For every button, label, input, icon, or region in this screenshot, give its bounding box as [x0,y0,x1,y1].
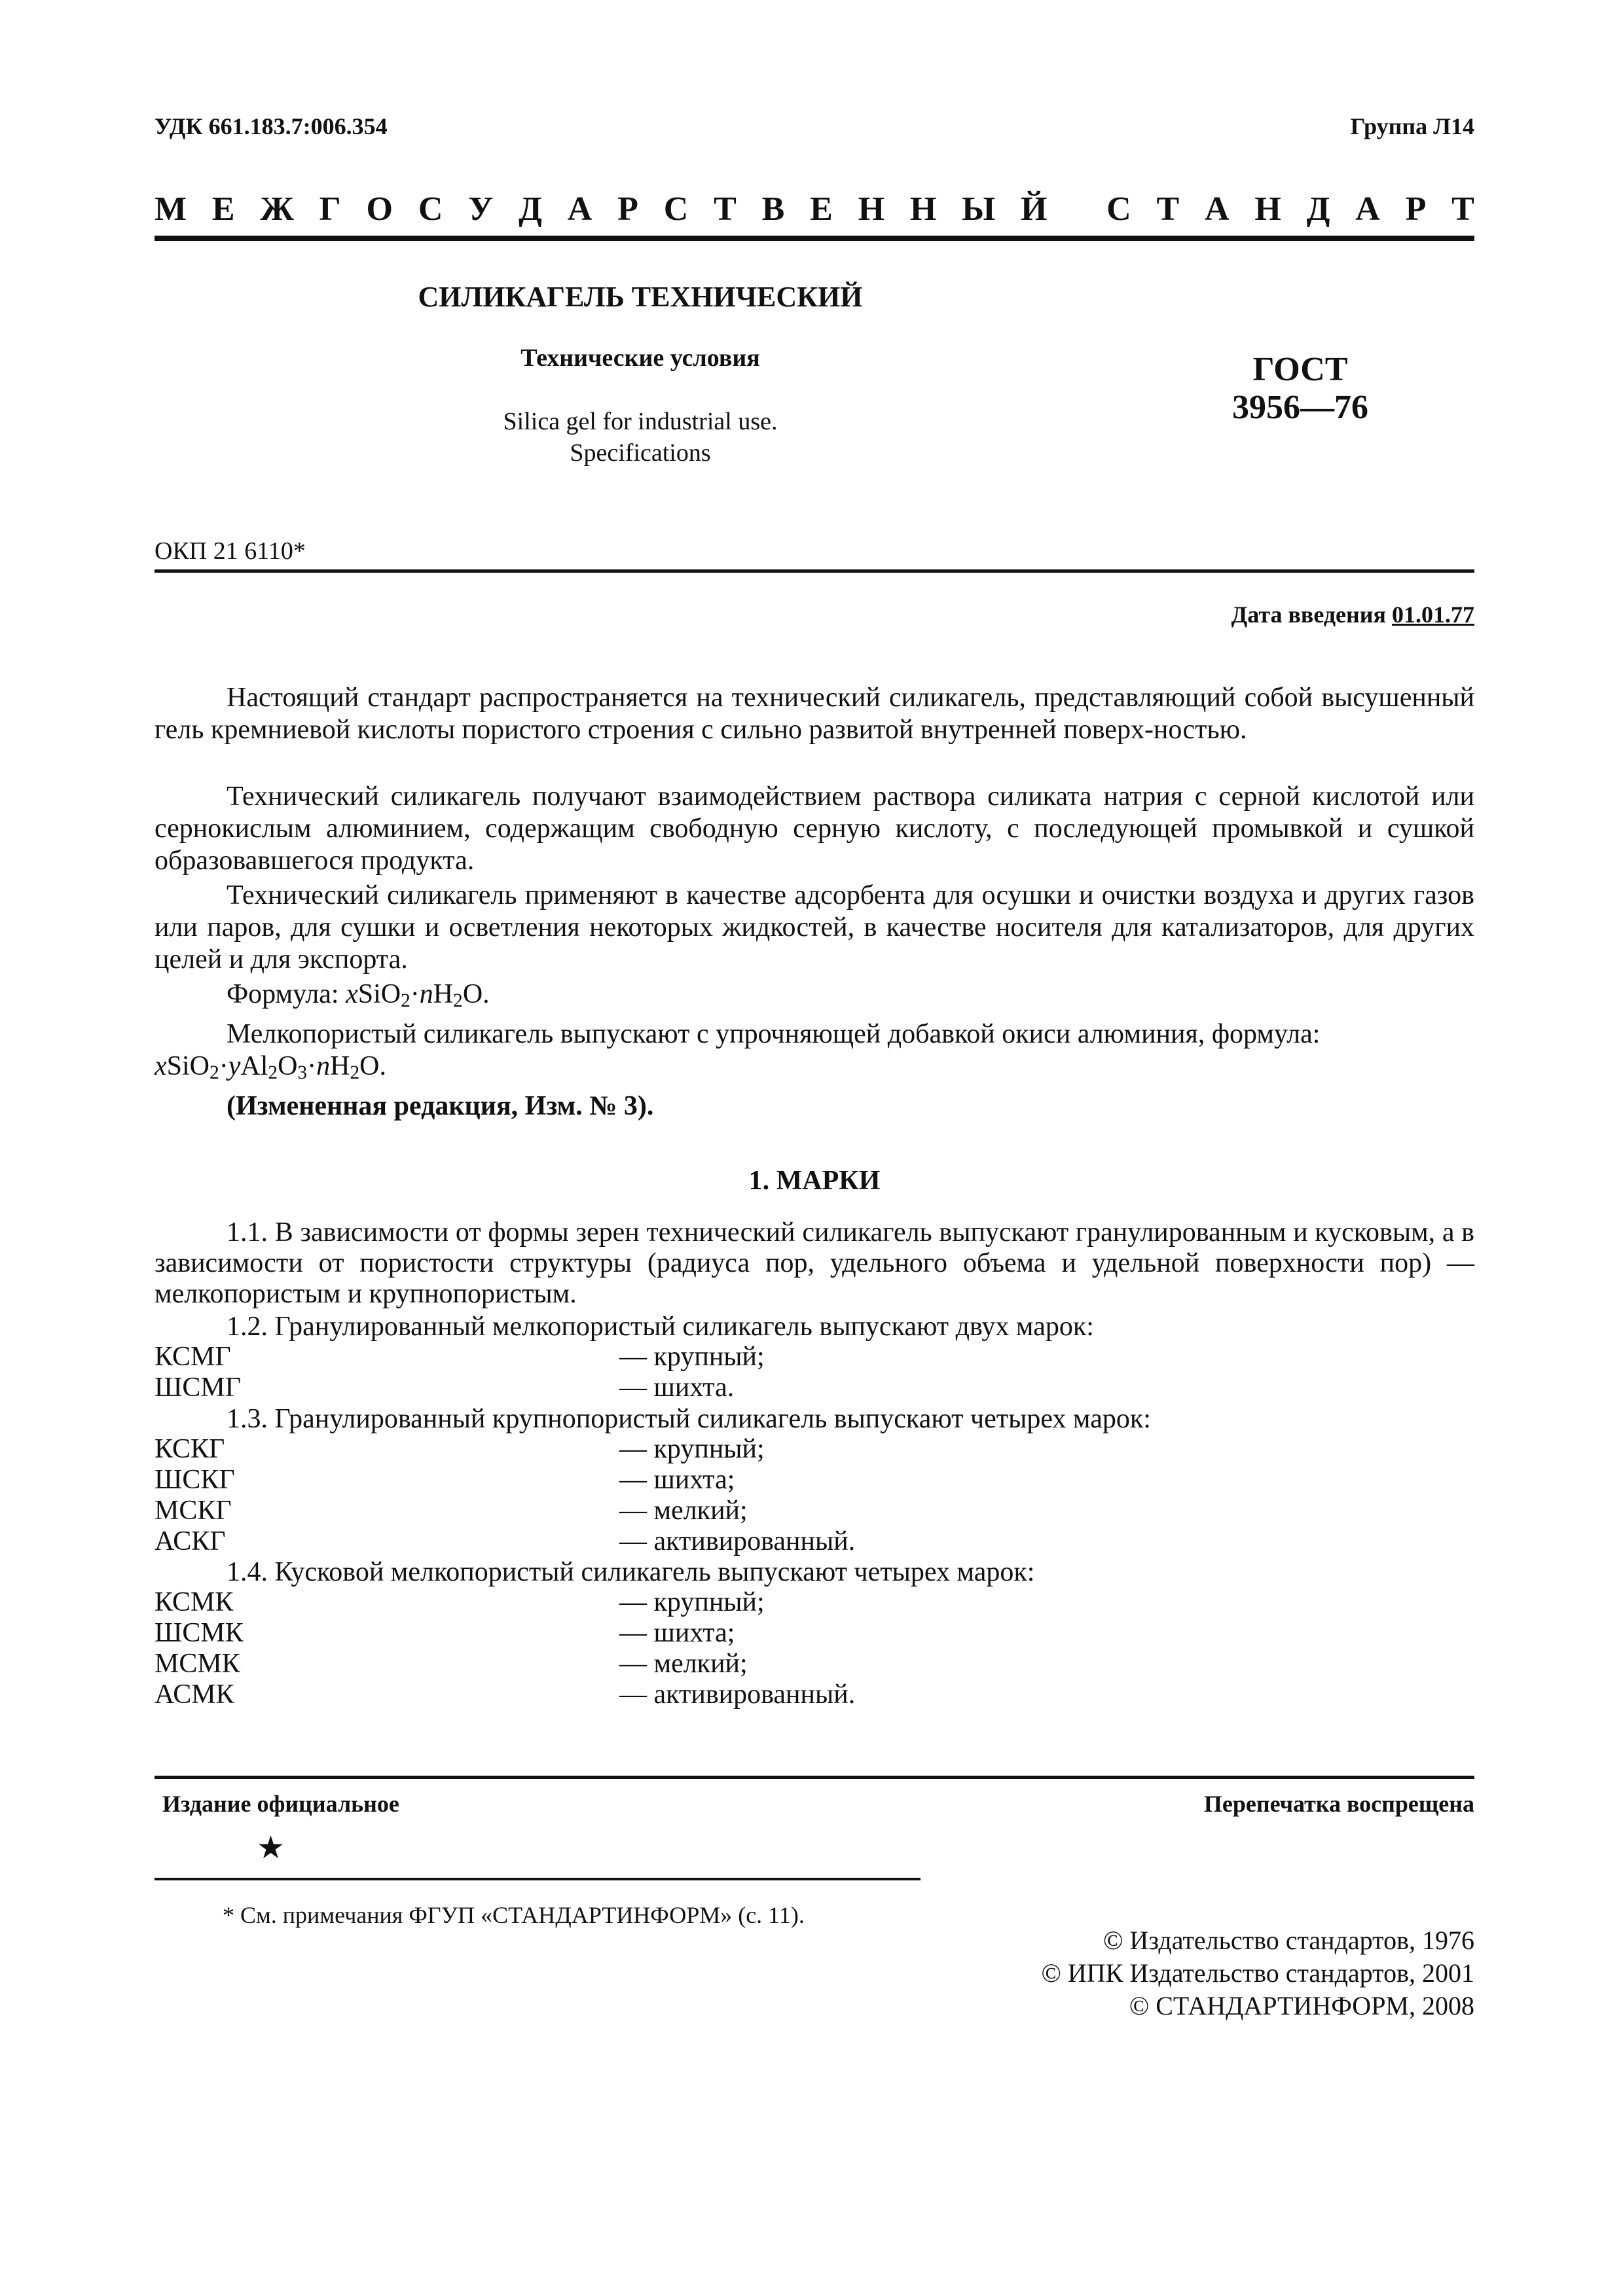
official-edition-label: Издание официальное [162,1791,399,1817]
clause-1-2: 1.2. Гранулированный мелкопористый силикагель выпускают двух марок: [227,1312,1094,1342]
grade-row [155,1465,735,1496]
clause-1-4: 1.4. Кусковой мелкопористый силикагель выпускают четырех марок: [227,1557,1035,1587]
group-code: Группа Л14 [1350,113,1474,139]
gost-code: 3956—76 [1232,389,1368,426]
clause-1-1: 1.1. В зависимости от формы зерен технический силикагель выпускают гранулированным и кусковым, а в зависимости от пористости структуры (радиуса пор, удельного объема и удельной поверхности пор) — мелкопористым и крупнопористым. [155,1217,1474,1309]
reprint-forbidden-label: Перепечатка воспрещена [1203,1791,1474,1817]
okp-rule [155,569,1474,573]
banner-letter: А [567,190,593,228]
grade-row [155,1587,765,1618]
formula-alumina: $xSiO_2\cdot yAl_2O_3\cdot nH_2O$. [155,1051,387,1083]
grade-description: — крупный; [619,1342,765,1372]
english-title-line2: Specifications [570,439,711,467]
grade-row [155,1679,855,1710]
footnote: * См. примечания ФГУП «СТАНДАРТИНФОРМ» (с. 11). [223,1902,805,1928]
banner-letter: Т [714,190,737,228]
intro-paragraph-1: Настоящий стандарт распространяется на технический силикагель, представляющий собой высушенный гель кремниевой кислоты пористого строения с сильно развитой внутренней поверх-ностью. [155,683,1474,745]
grade-code: КСМК [155,1587,234,1617]
grade-description: — шихта; [619,1465,735,1495]
okp-code: ОКП 21 6110* [155,537,306,565]
grade-row [155,1372,734,1403]
banner-letter: У [468,190,494,228]
grade-description: — мелкий; [619,1649,748,1679]
banner-letter: Ы [962,190,996,228]
document-title: СИЛИКАГЕЛЬ ТЕХНИЧЕСКИЙ [418,281,863,313]
grade-code: ШСМГ [155,1372,242,1403]
grade-description: — активированный. [619,1526,856,1556]
intro-paragraph-5: Мелкопористый силикагель выпускают с упрочняющей добавкой окиси алюминия, формула: [227,1019,1321,1049]
banner-letter: Н [1254,190,1281,228]
banner-letter: Г [319,190,341,228]
banner-letter: Д [1306,190,1330,228]
grade-code: ШСКГ [155,1465,235,1495]
banner-letter: Й [1021,190,1048,228]
formula: $xSiO_2\cdot nH_2O$. [346,979,490,1011]
banner-letter: С [418,190,443,228]
grade-description: — крупный; [619,1587,765,1617]
document-subtitle: Технические условия [520,344,760,372]
banner-letter: Н [909,190,937,228]
grade-row [155,1342,765,1372]
banner-letter: А [1204,190,1230,228]
star-icon: ★ [257,1831,285,1865]
grade-code: МСМК [155,1649,240,1679]
grade-row [155,1618,735,1649]
grade-description: — шихта. [619,1372,735,1403]
footnote-rule [155,1878,921,1880]
formula-line [155,978,1474,1017]
grade-row [155,1434,765,1465]
banner-letter: М [155,190,187,228]
formula-label: Формула: [227,979,346,1009]
grade-row [155,1649,748,1679]
grade-code: АСКГ [155,1526,226,1556]
grade-description: — крупный; [619,1434,765,1464]
udk-code: УДК 661.183.7:006.354 [155,113,388,139]
introduction-date-label: Дата введения [1231,601,1392,628]
english-title-line1: Silica gel for industrial use. [503,408,778,435]
header-rule [155,236,1474,241]
copyright-line: © Издательство стандартов, 1976 [1103,1926,1474,1955]
amendment-note: (Измененная редакция, Изм. № 3). [227,1091,654,1121]
banner-letter: В [761,190,785,228]
banner-letter: О [366,190,393,228]
copyright-line: © ИПК Издательство стандартов, 2001 [1041,1958,1474,1988]
banner-letter: Т [1156,190,1180,228]
grade-code: АСМК [155,1679,234,1710]
banner-letter: Е [810,190,833,228]
copyright-block [1042,1924,1474,2022]
banner-letter: Р [617,190,638,228]
introduction-date [1231,601,1475,628]
english-title [155,406,1126,469]
gost-label: ГОСТ [1252,351,1348,388]
banner-letter: С [1106,190,1131,228]
grade-code: КСКГ [155,1434,225,1464]
section-heading: 1. МАРКИ [748,1166,881,1196]
footer-rule [155,1776,1474,1779]
grade-code: ШСМК [155,1618,244,1648]
grade-code: МСКГ [155,1496,232,1526]
interstate-standard-banner [155,190,1474,228]
banner-letter: С [663,190,689,228]
banner-word-gap [1072,190,1081,228]
banner-letter: Д [519,190,542,228]
banner-letter: Е [211,190,235,228]
intro-paragraph-2: Технический силикагель получают взаимодействием раствора силиката натрия с серной кислотой или сернокислым алюминием, содержащим свободную серную кислоту, с последующей промывкой и сушкой образовавшегося продукта. [155,781,1474,876]
banner-letter: Р [1405,190,1427,228]
grade-description: — шихта; [619,1618,735,1648]
clause-1-3: 1.3. Гранулированный крупнопористый силикагель выпускают четырех марок: [227,1404,1151,1434]
grade-code: КСМГ [155,1342,231,1372]
banner-letter: Т [1451,190,1474,228]
banner-letter: А [1355,190,1380,228]
grade-description: — мелкий; [619,1496,748,1526]
intro-paragraph-3: Технический силикагель применяют в качестве адсорбента для осушки и очистки воздуха и других газов или паров, для сушки и осветления некоторых жидкостей, в качестве носителя для катализаторов, для других целей и для экспорта. [155,880,1474,975]
gost-number [1126,351,1474,427]
grade-row [155,1526,855,1557]
banner-letter: Н [858,190,885,228]
banner-letter: Ж [260,190,294,228]
grade-description: — активированный. [619,1679,856,1710]
grade-row [155,1496,748,1526]
introduction-date-value: 01.01.77 [1392,601,1474,628]
copyright-line: © СТАНДАРТИНФОРМ, 2008 [1129,1991,1474,2020]
